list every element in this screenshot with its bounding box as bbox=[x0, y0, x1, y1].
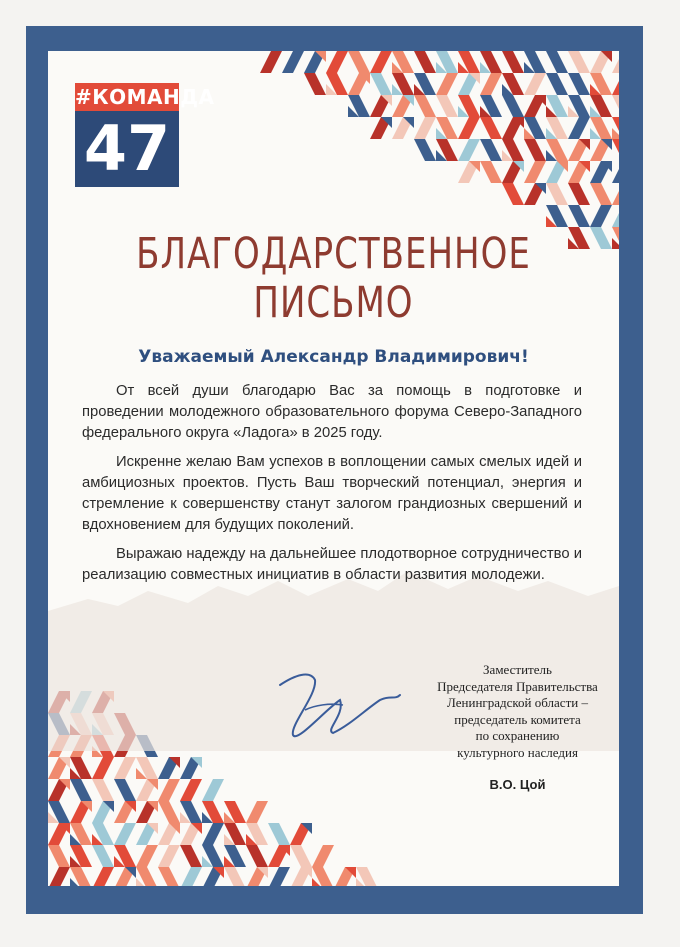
position-line: культурного наследия bbox=[457, 744, 578, 760]
logo-hashtag: #КОМАНДА bbox=[75, 85, 215, 109]
greeting: Уважаемый Александр Владимирович! bbox=[138, 347, 529, 367]
letter-title-line1: БЛАГОДАРСТВЕННОЕ bbox=[136, 229, 531, 279]
team-47-logo bbox=[75, 83, 215, 187]
body-paragraph: От всей души благодарю Вас за помощь в подготовке и проведении молодежного образовательного форума Северо-Западного федерального округа «Ладога» в 2025 году. bbox=[82, 383, 582, 441]
handwritten-signature bbox=[255, 655, 405, 750]
position-line: Председателя Правительства bbox=[437, 678, 598, 694]
body-paragraph: Выражаю надежду на дальнейшее плодотворное сотрудничество и реализацию совместных инициатив в области развития молодежи. bbox=[82, 546, 582, 583]
position-line: Заместитель bbox=[483, 662, 552, 677]
position-line: председатель комитета bbox=[454, 711, 581, 727]
body-paragraph: Искренне желаю Вам успехов в воплощении самых смелых идей и амбициозных проектов. Пусть Ваш творческий потенциал, энергия и стремление к совершенству станут залогом грандиозных свершений и вдохновением для будущих поколений. bbox=[82, 454, 582, 533]
letter-title-line2: ПИСЬМО bbox=[253, 278, 414, 328]
signatory-name: В.О. Цой bbox=[489, 777, 546, 792]
letter-body bbox=[82, 381, 582, 594]
position-line: по сохранению bbox=[475, 728, 560, 743]
logo-number: 47 bbox=[75, 111, 179, 187]
position-line: Ленинградской области – bbox=[447, 695, 588, 710]
signatory-position bbox=[400, 662, 635, 761]
